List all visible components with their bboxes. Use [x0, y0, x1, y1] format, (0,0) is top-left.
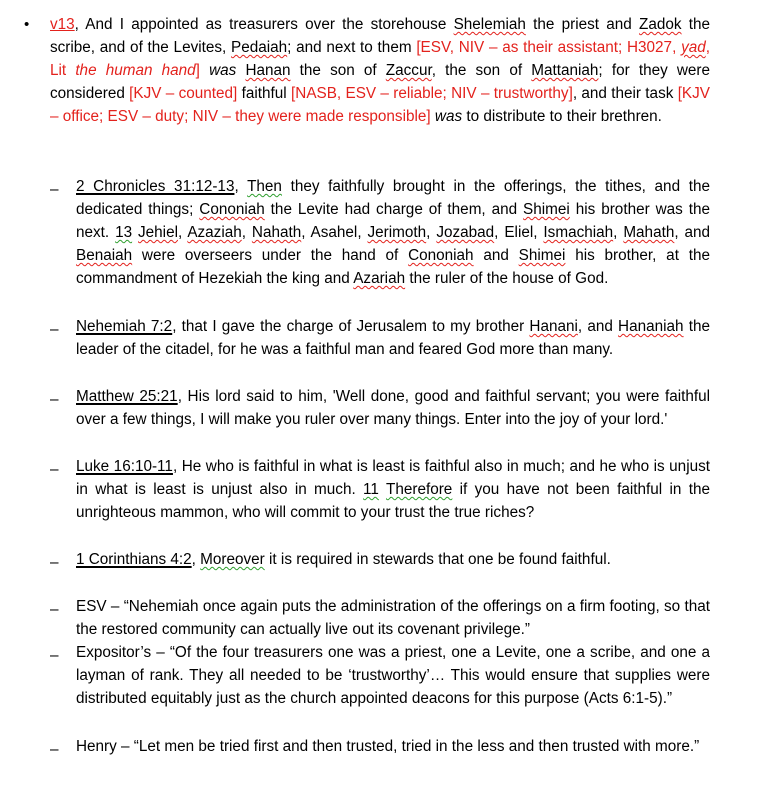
spell-flag[interactable]: Pedaiah: [231, 39, 288, 56]
text-run: , and: [674, 224, 711, 241]
text-run: , Asahel,: [301, 224, 368, 241]
translation-note: the human hand: [75, 62, 196, 79]
translation-note: [NASB, ESV – reliable; NIV – trustworthy]: [291, 85, 573, 102]
spell-flag[interactable]: Shimei: [518, 247, 566, 264]
ref-item-nehemiah: [76, 315, 710, 361]
scripture-ref-link[interactable]: Nehemiah 7:2: [76, 318, 173, 335]
spell-flag[interactable]: Azariah: [353, 270, 406, 287]
scripture-ref-link[interactable]: Luke 16:10-11: [76, 458, 173, 475]
dash-marker: –: [50, 321, 59, 338]
text-run: the son of: [290, 62, 386, 79]
verse-paragraph: [50, 13, 710, 128]
translation-note: ]: [195, 62, 200, 79]
scripture-ref-link[interactable]: Matthew 25:21: [76, 388, 178, 405]
scripture-ref-link[interactable]: 1 Corinthians 4:2: [76, 551, 192, 568]
text-run: ; and next to them: [287, 39, 417, 56]
spell-flag[interactable]: Shimei: [523, 201, 570, 218]
spell-flag[interactable]: yad: [681, 39, 706, 56]
text-run: , His lord said to him, 'Well done, good and faithful servant; you were faithful over a few things, I will make you ruler over many things. Enter into the joy of your lord.': [76, 388, 711, 428]
bullet-glyph: •: [24, 16, 30, 33]
text-run: , Eliel,: [494, 224, 544, 241]
commentary-expositors: Expositor’s – “Of the four treasurers one was a priest, one a Levite, one a scribe, and one a layman of rank. They all needed to be ‘trustworthy’… This would ensure that supplies were distributed equitably just as the church appointed deacons for this purpose (Acts 6:1-5).”: [76, 644, 710, 707]
grammar-flag[interactable]: Therefore: [386, 481, 453, 498]
text-run: , He who is faithful in what is least is faithful also in much; and he who is unjust in what is least is unjust also in much.: [76, 458, 710, 498]
text-run: the priest and: [525, 16, 639, 33]
spell-flag[interactable]: Cononiah: [199, 201, 265, 218]
dash-marker: –: [50, 554, 59, 571]
spell-flag[interactable]: Zaccur: [385, 62, 432, 79]
text-run: if you have not been faithful in the unrighteous mammon, who will commit to your trust the true riches?: [76, 481, 710, 521]
translation-note: , Lit: [50, 39, 710, 79]
grammar-flag[interactable]: 13: [115, 224, 133, 241]
ref-item-matthew: [76, 385, 710, 431]
text-run: his brother, at the commandment of Hezekiah the king and: [76, 247, 710, 287]
text-run: ,: [177, 224, 188, 241]
text-run: the Levite had charge of them, and: [264, 201, 524, 218]
text-run: the scribe, and of the Levites,: [50, 16, 711, 56]
spell-flag[interactable]: Zadok: [639, 16, 682, 33]
text-run: [379, 481, 386, 498]
dash-marker: –: [50, 181, 59, 198]
spell-flag[interactable]: Jozabad: [436, 224, 495, 241]
text-run: , And I appointed as treasurers over the storehouse: [74, 16, 454, 33]
text-run: , the son of: [431, 62, 532, 79]
ref-item-chronicles: [76, 175, 710, 290]
text-run: the ruler of the house of God.: [405, 270, 609, 287]
dash-marker: –: [50, 647, 59, 664]
spell-flag[interactable]: Shelemiah: [453, 16, 526, 33]
text-run: ; for they were considered: [50, 62, 711, 102]
translation-note: [ESV, NIV – as their assistant; H3027,: [416, 39, 682, 56]
text-run: ,: [426, 224, 437, 241]
spell-flag[interactable]: Jerimoth: [367, 224, 427, 241]
spell-flag[interactable]: Hananiah: [618, 318, 684, 335]
verse-link[interactable]: v13: [50, 16, 75, 33]
text-run: ,: [241, 224, 252, 241]
text-run: and: [473, 247, 519, 264]
text-run: were overseers under the hand of: [132, 247, 409, 264]
spell-flag[interactable]: Ismachiah: [543, 224, 614, 241]
spell-flag[interactable]: Jehiel: [138, 224, 178, 241]
spell-flag[interactable]: Benaiah: [76, 247, 133, 264]
translation-note: [KJV – office; ESV – duty; NIV – they were made responsible]: [50, 85, 710, 125]
dash-marker: –: [50, 601, 59, 618]
dash-marker: –: [50, 741, 59, 758]
text-run: faithful: [237, 85, 292, 102]
grammar-flag[interactable]: 11: [363, 481, 379, 498]
grammar-flag[interactable]: Moreover: [200, 551, 265, 568]
ref-item-luke: [76, 455, 710, 524]
text-run: they faithfully brought in the offerings, the tithes, and the dedicated things;: [76, 178, 710, 218]
commentary-esv: ESV – “Nehemiah once again puts the administration of the offerings on a firm footing, so that the restored community can actually live out its covenant privilege.”: [76, 598, 710, 638]
dash-marker: –: [50, 391, 59, 408]
text-run: , and their task: [572, 85, 678, 102]
italic-word: was: [209, 62, 237, 79]
ref-item-corinthians: [76, 548, 710, 571]
spell-flag[interactable]: Hanan: [245, 62, 291, 79]
translation-note: [KJV – counted]: [129, 85, 238, 102]
text-run: ,: [191, 551, 201, 568]
grammar-flag[interactable]: Then: [247, 178, 282, 195]
spell-flag[interactable]: Mahath: [623, 224, 675, 241]
text-run: ,: [234, 178, 248, 195]
text-run: , and: [577, 318, 619, 335]
text-run: the leader of the citadel, for he was a faithful man and feared God more than many.: [76, 318, 710, 358]
spell-flag[interactable]: Mattaniah: [531, 62, 599, 79]
text-run: it is required in stewards that one be found faithful.: [264, 551, 611, 568]
scripture-ref-link[interactable]: 2 Chronicles 31:12-13: [76, 178, 235, 195]
spell-flag[interactable]: Hanani: [529, 318, 578, 335]
spell-flag[interactable]: Nahath: [251, 224, 302, 241]
text-run: his brother was the next.: [76, 201, 710, 241]
dash-marker: –: [50, 461, 59, 478]
text-run: ,: [613, 224, 624, 241]
commentary-henry: Henry – “Let men be tried first and then trusted, tried in the less and then trusted with more.”: [76, 738, 700, 755]
spell-flag[interactable]: Azaziah: [187, 224, 242, 241]
spell-flag[interactable]: Cononiah: [408, 247, 474, 264]
text-run: , that I gave the charge of Jerusalem to my brother: [172, 318, 530, 335]
text-run: to distribute to their brethren.: [462, 108, 662, 125]
italic-word: was: [434, 108, 463, 125]
